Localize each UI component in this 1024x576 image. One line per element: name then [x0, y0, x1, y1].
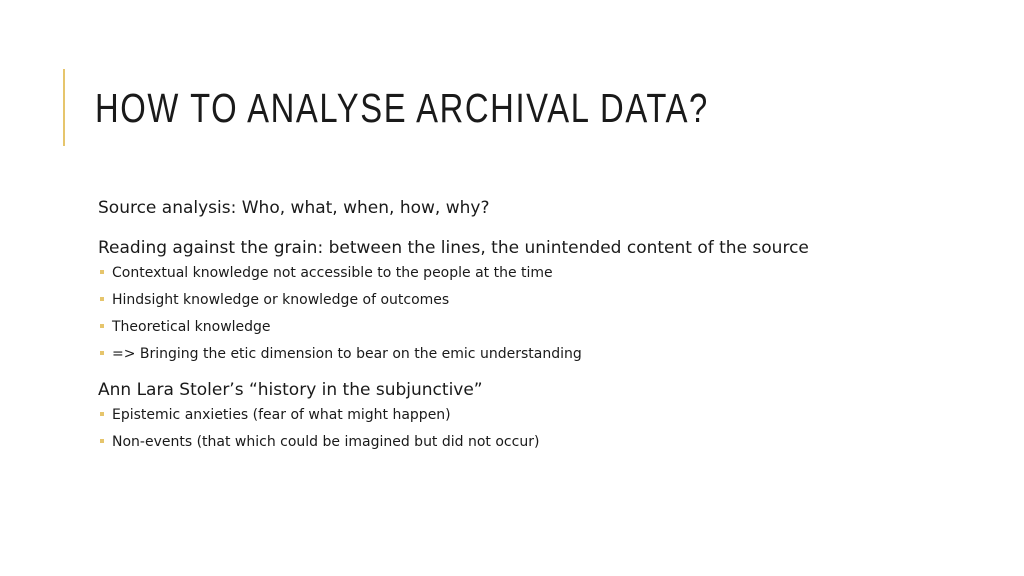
square-bullet-icon: [100, 324, 104, 328]
sub-bullet: [98, 263, 978, 283]
sub-bullet-text: Contextual knowledge not accessible to the people at the time: [112, 265, 553, 281]
bullet-point-3: Ann Lara Stoler’s “history in the subjunctive”: [98, 380, 483, 400]
square-bullet-icon: [100, 297, 104, 301]
sub-bullet-text: Theoretical knowledge: [112, 319, 271, 335]
bullet-point-2-sublist: [98, 263, 978, 364]
sub-bullet: [98, 344, 978, 364]
square-bullet-icon: [100, 412, 104, 416]
title-accent-bar: [63, 69, 65, 146]
square-bullet-icon: [100, 439, 104, 443]
sub-bullet: [98, 317, 978, 337]
bullet-point-3-sublist: [98, 405, 978, 452]
slide-content: [98, 196, 978, 452]
sub-bullet-text: => Bringing the etic dimension to bear on the emic understanding: [112, 346, 582, 362]
bullet-point-2: Reading against the grain: between the lines, the unintended content of the source: [98, 238, 809, 258]
sub-bullet-text: Non-events (that which could be imagined but did not occur): [112, 434, 540, 450]
sub-bullet: [98, 405, 978, 425]
sub-bullet-text: Epistemic anxieties (fear of what might happen): [112, 407, 451, 423]
sub-bullet: [98, 432, 978, 452]
sub-bullet: [98, 290, 978, 310]
square-bullet-icon: [100, 351, 104, 355]
slide-title: HOW TO ANALYSE ARCHIVAL DATA?: [95, 85, 709, 131]
sub-bullet-text: Hindsight knowledge or knowledge of outcomes: [112, 292, 450, 308]
bullet-point-1: Source analysis: Who, what, when, how, why?: [98, 198, 490, 218]
square-bullet-icon: [100, 270, 104, 274]
